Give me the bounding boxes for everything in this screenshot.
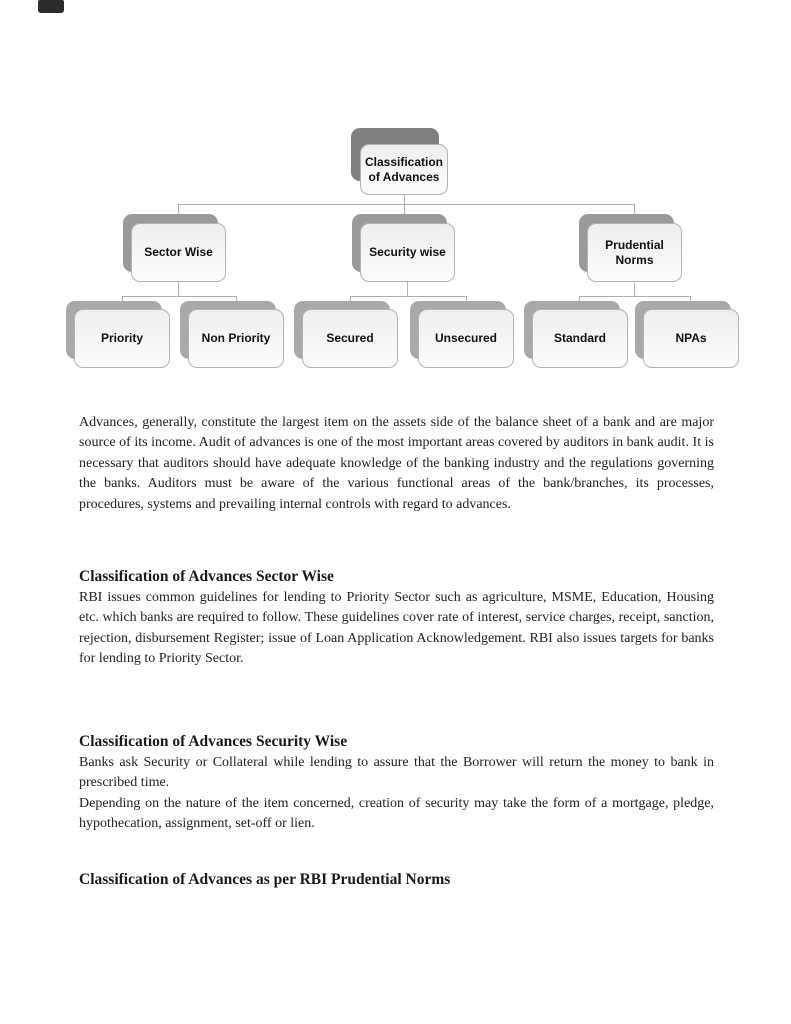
connector-line [122,296,236,297]
heading-security-wise: Classification of Advances Security Wise [79,733,348,750]
node-label: Classification of Advances [364,154,444,184]
connector-line [634,283,635,296]
diagram-node-priority [74,309,170,368]
diagram-node-sector-wise [131,223,226,282]
connector-line [407,282,408,296]
diagram-node-security-wise [360,223,455,282]
heading-prudential-norms: Classification of Advances as per RBI Prudential Norms [79,871,451,888]
connector-line [178,204,635,205]
diagram-node-unsecured [418,309,514,368]
connector-line [404,195,405,204]
node-face [360,144,448,195]
node-label: Prudential Norms [605,237,664,267]
intro-paragraph: Advances, generally, constitute the largest item on the assets side of the balance sheet of a bank and are major source of its income. Audit of advances is one of the most important areas covered by auditors in bank audit. It is necessary that auditors should have adequate knowledge of the banking industry and the regulations governing the banks. Auditors must be aware of the various functional areas of the bank/branches, its processes, procedures, systems and prevailing internal controls with regard to advances. [79,415,714,512]
node-face [587,223,682,282]
security-wise-paragraph-2: Depending on the nature of the item concerned, creation of security may take the form of a mortgage, pledge, hypothecation, assignment, set-off or lien. [79,796,714,832]
page-corner-mark [38,0,64,13]
diagram-node-npas [643,309,739,368]
node-label: NPAs [675,331,707,345]
node-label: Standard [553,331,606,345]
diagram-node-prudential-norms [587,223,682,282]
node-label: Non Priority [201,331,271,345]
node-face [532,309,628,368]
node-label: Priority [100,331,143,345]
diagram-node-classification-of-advances [360,144,448,195]
node-face [302,309,398,368]
connector-line [579,296,690,297]
node-face [643,309,739,368]
node-face [131,223,226,282]
node-face [418,309,514,368]
security-wise-paragraph-1: Banks ask Security or Collateral while lending to assure that the Borrower will return the money to bank in prescribed time. [79,755,714,791]
node-label: Secured [326,331,374,345]
diagram-node-secured [302,309,398,368]
node-label: Sector Wise [144,245,213,259]
node-label: Unsecured [434,331,498,345]
diagram-node-non-priority [188,309,284,368]
sector-wise-paragraph: RBI issues common guidelines for lending to Priority Sector such as agriculture, MSME, Education, Housing etc. which banks are required to follow. These guidelines cover rate of interest, service charges, receipt, sanction, rejection, disbursement Register; issue of Loan Application Acknowledgement. RBI also issues targets for banks for lending to Priority Sector. [79,590,714,667]
diagram-node-standard [532,309,628,368]
node-label: Security wise [369,245,446,259]
node-face [74,309,170,368]
node-face [360,223,455,282]
node-face [188,309,284,368]
connector-line [178,282,179,296]
heading-sector-wise: Classification of Advances Sector Wise [79,568,334,585]
connector-line [350,296,466,297]
